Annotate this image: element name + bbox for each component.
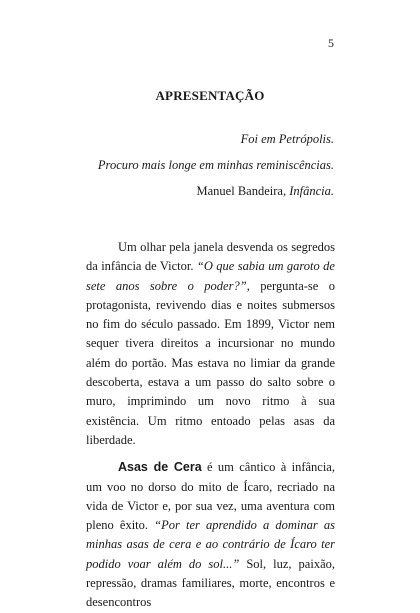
paragraph-1-text-b: , pergunta-se o protagonista, revivendo dias e noites submersos no fim do século passado. Em 1899, Victor nem sequer tivera direitos a incursionar no mundo além do portão. Mas estava no limiar da grande descoberta, estava a um passo do salto sobre o muro, imprimindo um novo ritmo à sua existência. Um ritmo entoado pelas asas da liberdade. bbox=[86, 278, 335, 447]
page-number: 5 bbox=[328, 36, 334, 50]
page-title: APRESENTAÇÃO bbox=[155, 88, 265, 103]
body-text bbox=[86, 238, 335, 613]
book-title: Asas de Cera bbox=[118, 460, 202, 475]
epigraph-author: Manuel Bandeira, bbox=[196, 184, 290, 198]
epigraph-line-1: Foi em Petrópolis. bbox=[240, 132, 334, 146]
epigraph bbox=[98, 126, 334, 204]
paragraph-2-text-a: é um cântico à infância, um voo no dorso do mito de Ícaro, recriado na vida de Victor e, por sua vez, uma aventura com pleno êxito. bbox=[86, 460, 335, 533]
epigraph-line-2: Procuro mais longe em minhas reminiscências. bbox=[97, 158, 334, 172]
epigraph-attribution bbox=[98, 178, 334, 204]
paragraph-1-quote: “O que sabia um garoto de sete anos sobre o poder?” bbox=[86, 259, 335, 293]
paragraph-1 bbox=[86, 238, 335, 450]
paragraph-1-text-a: Um olhar pela janela desvenda os segredos da infância de Victor. bbox=[86, 240, 335, 274]
paragraph-2-text-b: Sol, luz, paixão, repressão, dramas familiares, morte, encontros e desencontros bbox=[86, 556, 335, 610]
paragraph-2 bbox=[86, 458, 335, 612]
paragraph-2-quote: “Por ter aprendido a dominar as minhas asas de cera e ao contrário de Ícaro ter podido voar além do sol...” bbox=[86, 518, 335, 571]
epigraph-work: Infância. bbox=[289, 184, 334, 198]
